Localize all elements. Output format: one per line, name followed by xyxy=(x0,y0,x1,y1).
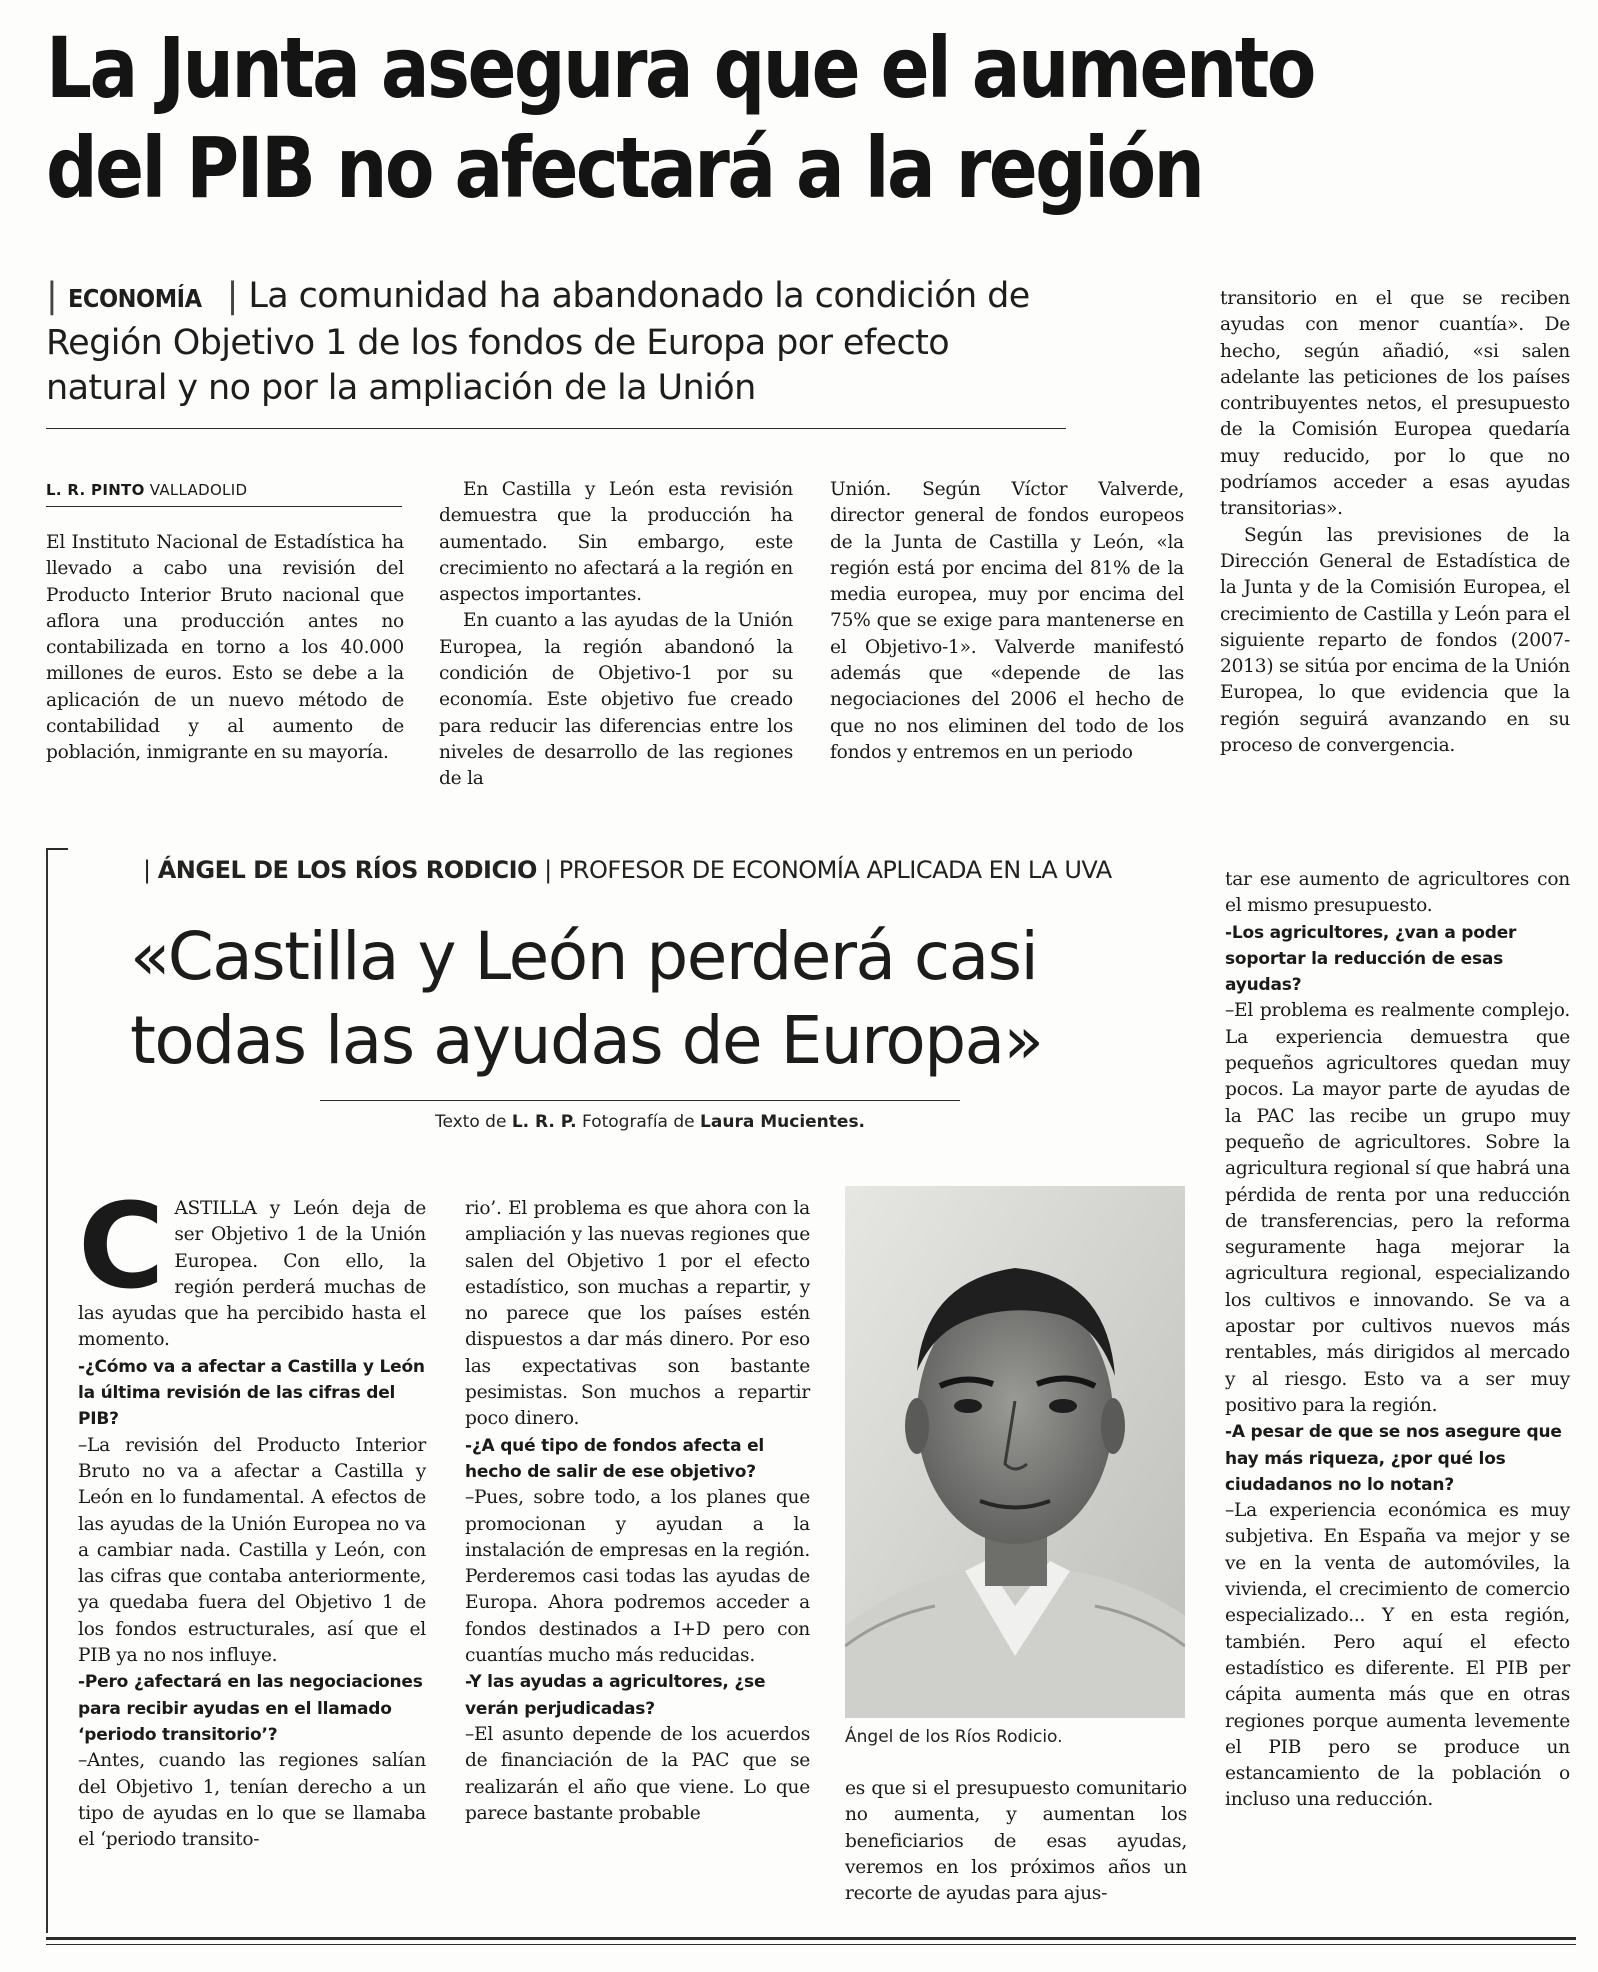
answer: –La experiencia económica es muy subjetiva. En España va mejor y se ve en la venta de automóviles, la vivienda, el crecimiento de comercio especializado... Y en esta región, también. Pero aquí el efecto estadístico es diferente. El PIB per cápita aumenta más que en otras regiones porque aumenta levemente el PIB pero se produce un estancamiento de la población o incluso una reducción. xyxy=(1225,1500,1570,1811)
section-tag: ECONOMÍA xyxy=(67,284,202,313)
deck-rule xyxy=(46,428,1066,429)
answer: –Pues, sobre todo, a los planes que promocionan y ayudan a la instalación de empresas en la región. Perderemos casi todas las ayudas de Europa. Ahora podremos acceder a fondos destinados a I+D pero con cuantías mucho más reducidas. xyxy=(465,1487,810,1667)
quote-headline xyxy=(130,915,1170,1083)
byline-place: VALLADOLID xyxy=(149,481,248,499)
bottom-rule xyxy=(46,1937,1576,1940)
byline-author: L. R. PINTO xyxy=(46,481,145,499)
paragraph: En cuanto a las ayudas de la Unión Europea, la región abandonó la condición de Objetivo-1 por su economía. Este objetivo fue creado para reducir las diferencias entre los niveles de desarrollo de las regiones de la xyxy=(439,610,793,790)
interview-column-4 xyxy=(1225,867,1570,1814)
quote-line-2: todas las ayudas de Europa» xyxy=(130,1002,1043,1079)
answer: –El asunto depende de los acuerdos de financiación de la PAC que se realizarán el año que viene. Lo que parece bastante probable xyxy=(465,1723,810,1824)
credits-photo-label: Fotografía de xyxy=(582,1112,695,1132)
interviewee-role: PROFESOR DE ECONOMÍA APLICADA EN LA UVA xyxy=(558,856,1112,884)
answer: –El problema es realmente complejo. La experiencia demuestra que pequeños agricultores quedan muy pocos. La mayor parte de ayudas de la PAC las recibe un grupo muy pequeño de agricultores. Sobre la agricultura regional sí que habrá una pérdida de renta por una reducción de transferencias, pero la reforma seguramente haga mejorar la agricultura regional, especializando los cultivos e innovando. Se va a apostar por cultivos nuevos más rentables, más dirigidos al mercado y al riesgo. Esto va a ser muy positivo para la región. xyxy=(1225,1000,1570,1416)
byline xyxy=(46,481,406,499)
headline-line-2: del PIB no afectará a la región xyxy=(46,119,1203,217)
credits xyxy=(300,1112,1000,1132)
answer: –Antes, cuando las regiones salían del Objetivo 1, tenían derecho a un tipo de ayudas en lo que se llamaba el ‘periodo transito- xyxy=(78,1750,426,1851)
article-column-4 xyxy=(1220,286,1570,759)
question: -Y las ayudas a agricultores, ¿se verán perjudicadas? xyxy=(465,1672,766,1719)
article-column-3 xyxy=(830,477,1184,766)
credits-text-author: L. R. P. xyxy=(511,1112,577,1132)
photo-caption: Ángel de los Ríos Rodicio. xyxy=(845,1727,1063,1747)
interview-box-left-rule xyxy=(46,848,48,1933)
question: -¿A qué tipo de fondos afecta el hecho de salir de ese objetivo? xyxy=(465,1435,765,1482)
answer: tar ese aumento de agricultores con el mismo presupuesto. xyxy=(1225,869,1570,917)
question: -A pesar de que se nos asegure que hay más riqueza, ¿por qué los ciudadanos no lo notan? xyxy=(1225,1422,1562,1495)
headline-line-1: La Junta asegura que el aumento xyxy=(46,19,1314,117)
credits-text-label: Texto de xyxy=(434,1112,507,1132)
intro-paragraph: ASTILLA y León deja de ser Objetivo 1 de la Unión Europea. Con ello, la región perderá muchas de las ayudas que ha percibido hasta el momento. xyxy=(78,1198,426,1351)
interview-box-top-rule xyxy=(46,848,68,850)
interview-column-1 xyxy=(78,1177,426,1853)
interview-column-2 xyxy=(465,1196,810,1827)
question: -Pero ¿afectará en las negociaciones para recibir ayudas en el llamado ‘periodo transitorio’? xyxy=(78,1672,423,1745)
deck: | ECONOMÍA | La comunidad ha abandonado la condición de Región Objetivo 1 de los fondos de Europa por efecto natural y no por la ampliación de la Unión xyxy=(46,276,1030,408)
paragraph: Unión. Según Víctor Valverde, director general de fondos europeos de la Junta de Castilla y León, «la región está por encima del 81% de la media europea, muy por encima del 75% que se exige para mantenerse en el Objetivo-1». Valverde manifestó además que «depende de las negociaciones del 2006 el hecho de que no nos eliminen del todo de los fondos y entremos en un periodo xyxy=(830,479,1184,763)
bottom-rule-thin xyxy=(46,1944,1576,1945)
byline-rule xyxy=(46,506,402,507)
interview-column-3 xyxy=(845,1776,1187,1907)
portrait-photo xyxy=(845,1186,1185,1718)
interviewee-name: ÁNGEL DE LOS RÍOS RODICIO xyxy=(157,856,537,884)
deck-text: La comunidad ha abandonado la condición de Región Objetivo 1 de los fondos de Europa por efecto natural y no por la ampliación de la Unión xyxy=(46,276,1030,408)
quote-rule xyxy=(320,1100,960,1101)
paragraph: Según las previsiones de la Dirección General de Estadística de la Junta y de la Comisión Europea, el crecimiento de Castilla y León para el siguiente reparto de fondos (2007-2013) se sitúa por encima de la Unión Europea, lo que evidencia que la región seguirá avanzando en su proceso de convergencia. xyxy=(1220,524,1571,757)
paragraph: En Castilla y León esta revisión demuestra que la producción ha aumentado. Sin embargo, este crecimiento no afectará a la región en aspectos importantes. xyxy=(439,479,793,606)
paragraph: transitorio en el que se reciben ayudas con menor cuantía». De hecho, según añadió, «si salen adelante las peticiones de los países contribuyentes netos, el presupuesto de la Comisión Europea quedaría muy reducido, por lo que no podríamos acceder a esas ayudas transitorias». xyxy=(1220,288,1570,520)
answer: –La revisión del Producto Interior Bruto no va a afectar a Castilla y León en lo fundamental. A efectos de las ayudas de la Unión Europea no va a cambiar nada. Castilla y León, con las cifras que contaba anteriormente, ya quedaba fuera del Objetivo 1 de los fondos estructurales, así que el PIB ya no nos influye. xyxy=(78,1434,426,1667)
paragraph: El Instituto Nacional de Estadística ha llevado a cabo una revisión del Producto Interior Bruto nacional que aflora una producción antes no contabilizada en torno a los 40.000 millones de euros. Esto se debe a la aplicación de un nuevo método de contabilidad y al aumento de población, inmigrante en su mayoría. xyxy=(46,532,404,764)
question: -¿Cómo va a afectar a Castilla y León la última revisión de las cifras del PIB? xyxy=(78,1356,425,1430)
article-column-2 xyxy=(439,477,793,793)
question: -Los agricultores, ¿van a poder soportar la reducción de esas ayudas? xyxy=(1225,922,1517,996)
answer: rio’. El problema es que ahora con la ampliación y las nuevas regiones que salen del Objetivo 1 por el efecto estadístico, son muchas a repartir, y no parece que los países estén dispuestos a dar más dinero. Por eso las expectativas son bastante pesimistas. Son muchos a repartir poco dinero. xyxy=(465,1198,810,1430)
quote-line-1: «Castilla y León perderá casi xyxy=(130,918,1038,995)
dropcap: C xyxy=(78,1177,165,1315)
headline xyxy=(46,18,1353,218)
article-column-1 xyxy=(46,530,404,767)
interview-subhead: | ÁNGEL DE LOS RÍOS RODICIO | PROFESOR DE ECONOMÍA APLICADA EN LA UVA xyxy=(143,856,1112,884)
portrait-illustration xyxy=(845,1186,1185,1718)
credits-photo-author: Laura Mucientes. xyxy=(700,1112,866,1132)
answer: es que si el presupuesto comunitario no aumenta, y aumentan los beneficiarios de esas ayudas, veremos en los próximos años un recorte de ayudas para ajus- xyxy=(845,1778,1187,1905)
